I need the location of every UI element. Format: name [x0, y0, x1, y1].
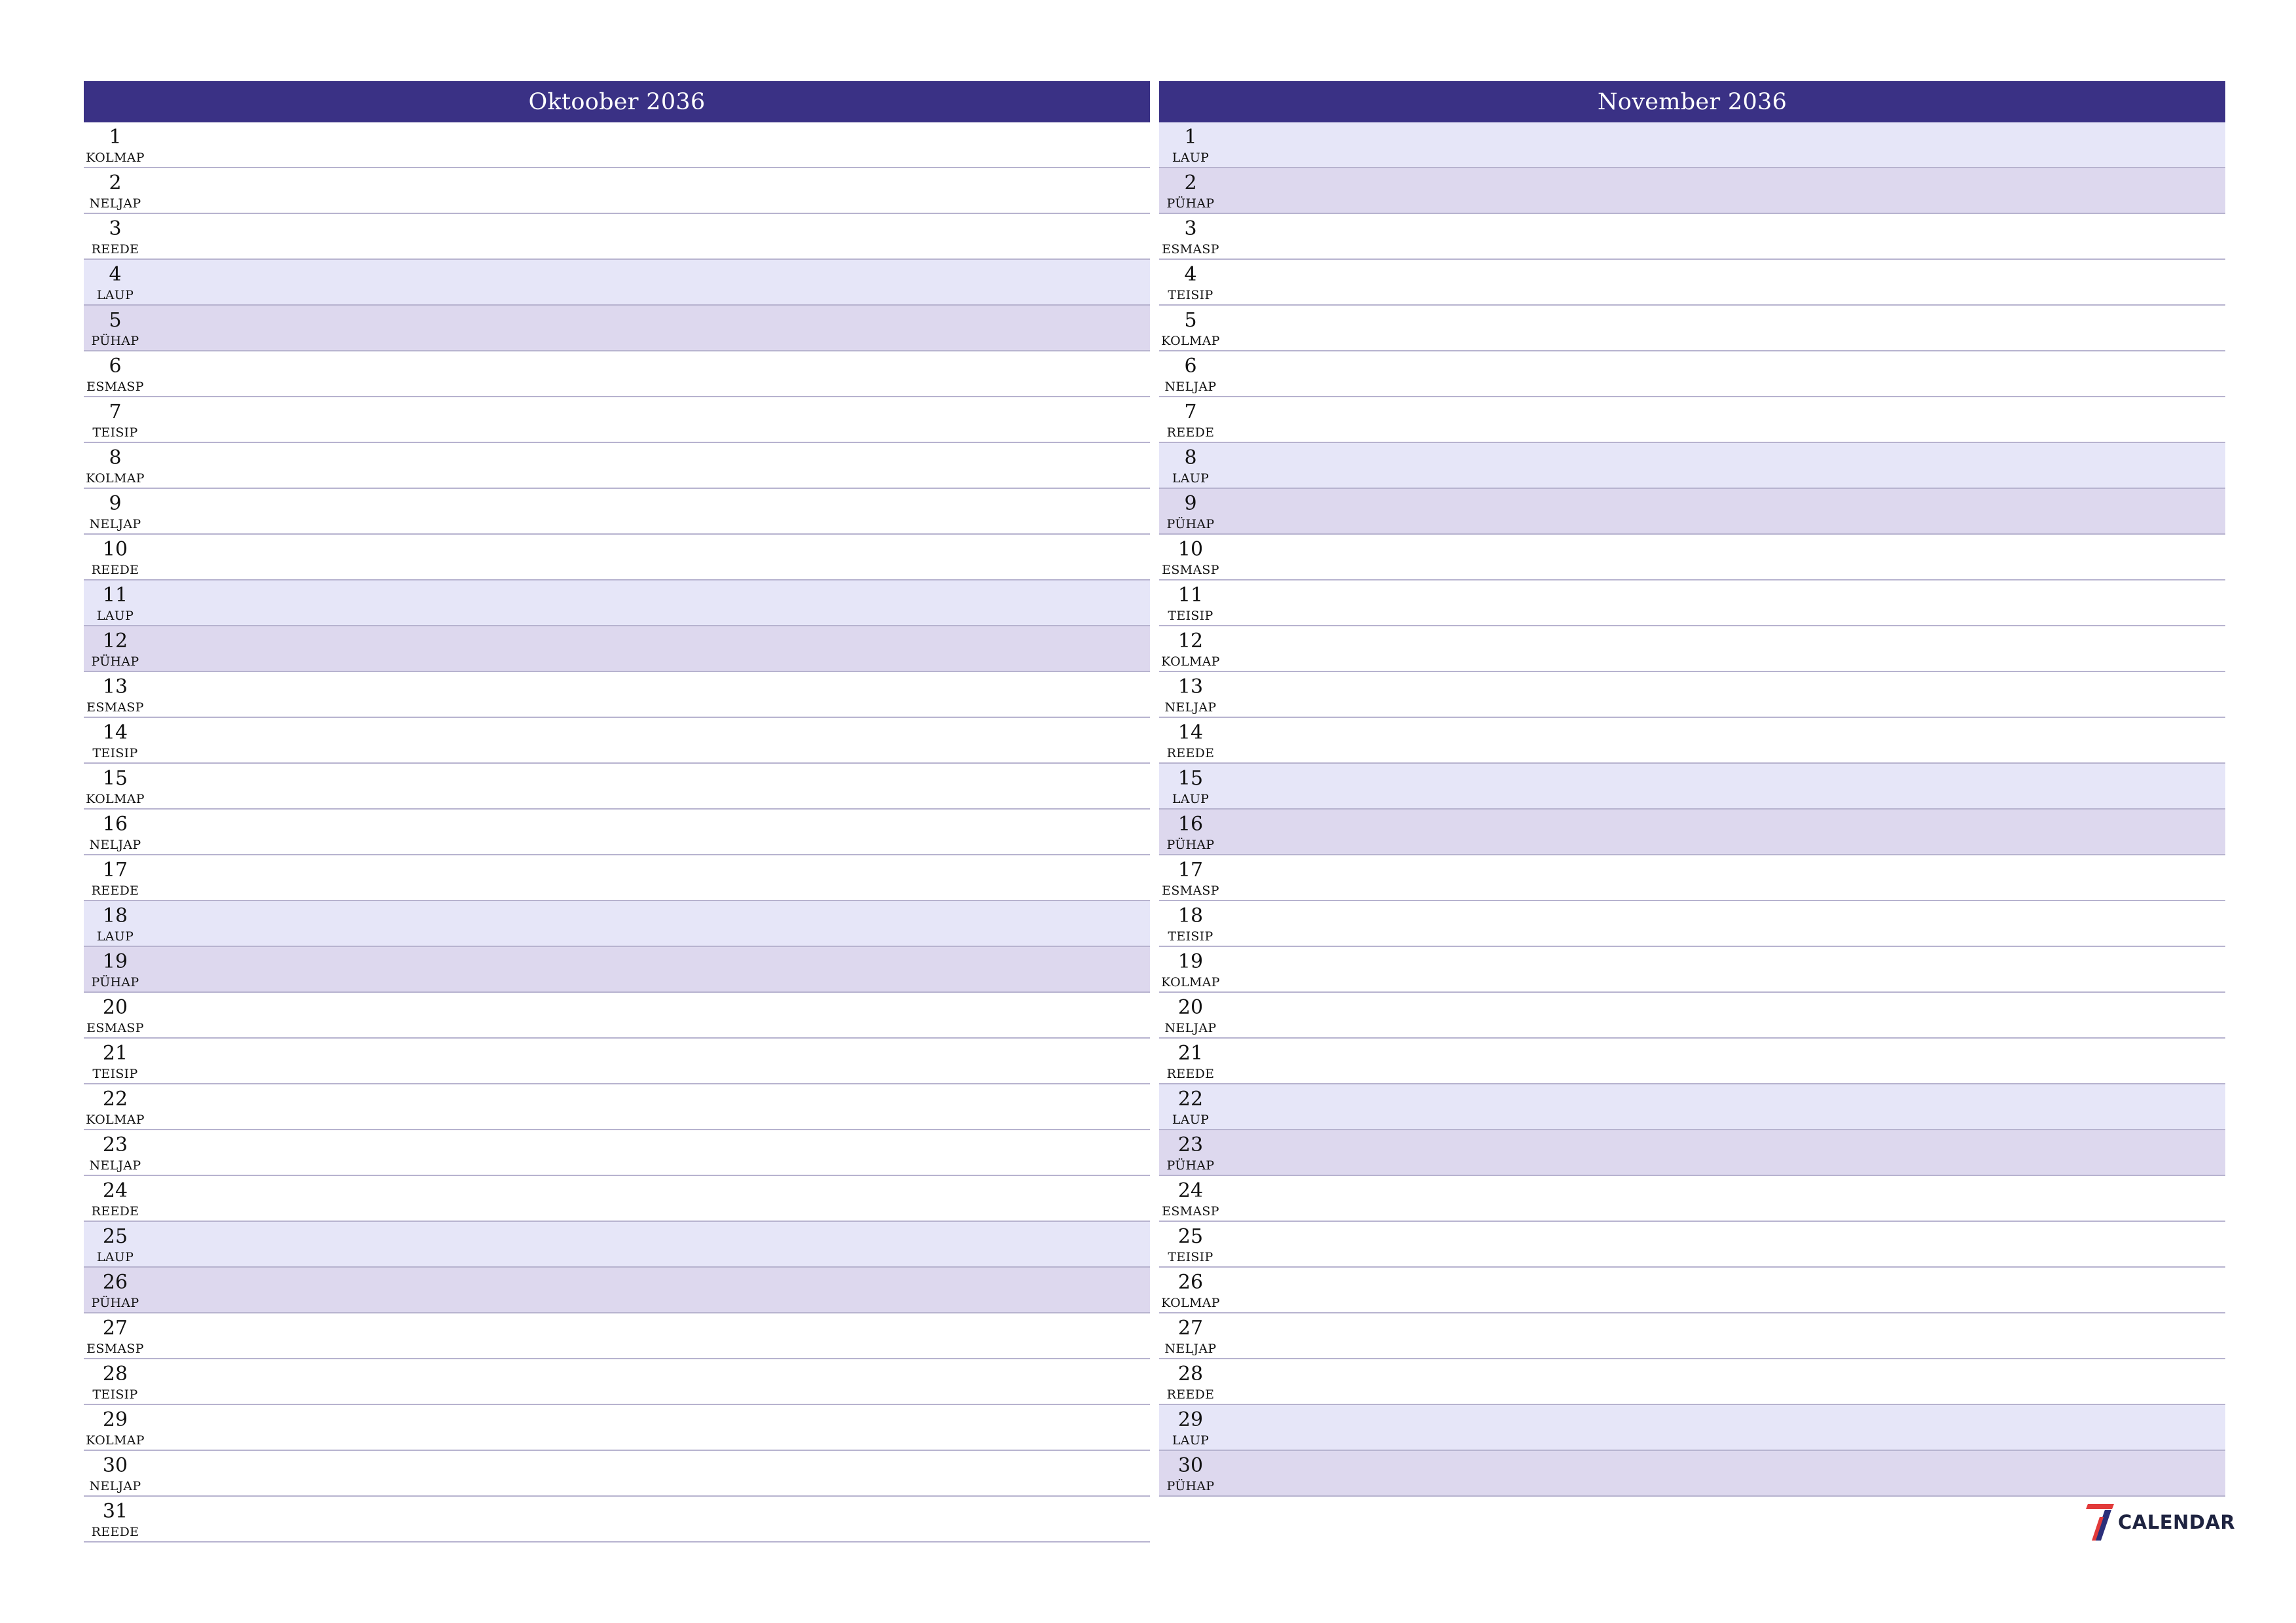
weekday-name: KOLMAP	[86, 151, 145, 165]
day-row[interactable]	[1159, 1268, 2225, 1313]
day-number: 15	[102, 767, 128, 790]
day-row[interactable]	[1159, 122, 2225, 168]
day-number: 21	[102, 1042, 128, 1065]
weekday-name: ESMASP	[1162, 883, 1219, 898]
weekday-name: ESMASP	[1162, 242, 1219, 257]
day-label	[1159, 443, 1222, 488]
day-number: 4	[1184, 263, 1197, 286]
day-label	[1159, 810, 1222, 854]
weekday-name: NELJAP	[1164, 1342, 1217, 1356]
weekday-name: TEISIP	[1168, 288, 1213, 302]
weekday-name: NELJAP	[89, 517, 141, 531]
day-number: 29	[1177, 1408, 1204, 1431]
day-row[interactable]	[1159, 1084, 2225, 1130]
day-row[interactable]	[84, 1222, 1150, 1268]
day-row[interactable]	[1159, 1176, 2225, 1222]
weekday-name: PÜHAP	[91, 654, 139, 669]
day-number: 7	[1184, 401, 1197, 423]
weekday-name: REEDE	[91, 563, 139, 577]
weekday-name: NELJAP	[1164, 1021, 1217, 1035]
day-label	[84, 947, 147, 991]
day-row[interactable]	[84, 810, 1150, 855]
day-number: 15	[1177, 767, 1204, 790]
day-number: 14	[1177, 721, 1204, 744]
day-number: 7	[109, 401, 122, 423]
day-row[interactable]	[1159, 214, 2225, 260]
day-label	[84, 535, 147, 579]
day-number: 17	[1177, 859, 1204, 882]
day-label	[84, 1222, 147, 1266]
day-label	[1159, 855, 1222, 900]
weekday-name: NELJAP	[1164, 700, 1217, 715]
day-label	[1159, 1039, 1222, 1083]
day-number: 23	[1177, 1133, 1204, 1156]
day-row[interactable]	[84, 122, 1150, 168]
weekday-name: ESMASP	[1162, 1204, 1219, 1219]
weekday-name: TEISIP	[92, 1387, 138, 1402]
day-label	[1159, 1176, 1222, 1221]
day-row[interactable]	[1159, 764, 2225, 810]
day-label	[84, 764, 147, 808]
day-number: 10	[102, 538, 128, 561]
weekday-name: LAUP	[96, 288, 134, 302]
day-number: 22	[1177, 1088, 1204, 1111]
day-label	[84, 1039, 147, 1083]
day-row[interactable]	[84, 1130, 1150, 1176]
weekday-name: KOLMAP	[86, 792, 145, 806]
day-row[interactable]	[84, 1451, 1150, 1497]
weekday-name: TEISIP	[92, 746, 138, 760]
day-number: 3	[1184, 217, 1197, 240]
day-row[interactable]	[84, 260, 1150, 306]
weekday-name: REEDE	[1166, 1067, 1215, 1081]
weekday-name: LAUP	[1172, 1113, 1210, 1127]
day-row[interactable]	[84, 580, 1150, 626]
day-label	[1159, 1222, 1222, 1266]
weekday-name: ESMASP	[86, 1342, 144, 1356]
day-row[interactable]	[84, 947, 1150, 993]
day-number: 5	[109, 309, 122, 332]
day-number: 19	[102, 950, 128, 973]
weekday-name: ESMASP	[86, 700, 144, 715]
weekday-name: PÜHAP	[1166, 1479, 1215, 1493]
weekday-name: KOLMAP	[1161, 1296, 1220, 1310]
weekday-name: REEDE	[1166, 1387, 1215, 1402]
day-row[interactable]	[1159, 810, 2225, 855]
month-title: November 2036	[1159, 81, 2225, 122]
weekday-name: REEDE	[1166, 746, 1215, 760]
day-row[interactable]	[84, 993, 1150, 1039]
day-number: 11	[102, 584, 128, 607]
weekday-name: KOLMAP	[1161, 975, 1220, 990]
day-label	[1159, 718, 1222, 762]
day-label	[84, 443, 147, 488]
weekday-name: KOLMAP	[86, 471, 145, 486]
day-label	[1159, 626, 1222, 671]
day-row[interactable]	[84, 1497, 1150, 1543]
day-label	[84, 901, 147, 946]
day-number: 14	[102, 721, 128, 744]
day-number: 31	[102, 1500, 128, 1523]
day-number: 24	[102, 1179, 128, 1202]
day-label	[84, 1451, 147, 1495]
weekday-name: REEDE	[1166, 425, 1215, 440]
day-row[interactable]	[1159, 947, 2225, 993]
weekday-name: REEDE	[91, 883, 139, 898]
day-label	[1159, 535, 1222, 579]
weekday-name: LAUP	[96, 609, 134, 623]
day-row[interactable]	[1159, 1039, 2225, 1084]
day-row[interactable]	[1159, 1313, 2225, 1359]
day-number: 30	[102, 1454, 128, 1477]
day-label	[1159, 397, 1222, 442]
day-row[interactable]	[1159, 397, 2225, 443]
day-label	[84, 168, 147, 213]
day-row[interactable]	[84, 1084, 1150, 1130]
day-label	[84, 626, 147, 671]
day-label	[84, 397, 147, 442]
weekday-name: PÜHAP	[91, 1296, 139, 1310]
day-number: 9	[109, 492, 122, 515]
day-row[interactable]	[1159, 626, 2225, 672]
day-row[interactable]	[84, 1268, 1150, 1313]
weekday-name: PÜHAP	[1166, 838, 1215, 852]
weekday-name: LAUP	[1172, 792, 1210, 806]
day-row[interactable]	[84, 214, 1150, 260]
day-row[interactable]	[84, 489, 1150, 535]
day-row[interactable]	[1159, 535, 2225, 580]
weekday-name: KOLMAP	[1161, 654, 1220, 669]
day-number: 12	[102, 630, 128, 652]
day-number: 6	[109, 355, 122, 378]
day-label	[84, 993, 147, 1037]
day-row[interactable]	[1159, 672, 2225, 718]
day-label	[1159, 1268, 1222, 1312]
day-number: 27	[102, 1317, 128, 1340]
day-label	[84, 855, 147, 900]
day-row[interactable]	[84, 718, 1150, 764]
day-label	[84, 1084, 147, 1129]
weekday-name: LAUP	[96, 1250, 134, 1264]
day-row[interactable]	[1159, 993, 2225, 1039]
day-number: 26	[1177, 1271, 1204, 1294]
weekday-name: KOLMAP	[86, 1433, 145, 1448]
day-row[interactable]	[1159, 855, 2225, 901]
day-row[interactable]	[1159, 351, 2225, 397]
day-label	[84, 1497, 147, 1541]
day-row[interactable]	[1159, 901, 2225, 947]
day-number: 9	[1184, 492, 1197, 515]
day-number: 28	[1177, 1363, 1204, 1385]
day-list	[84, 122, 1150, 1543]
day-number: 10	[1177, 538, 1204, 561]
day-label	[84, 1130, 147, 1175]
day-label	[1159, 1313, 1222, 1358]
day-label	[1159, 580, 1222, 625]
weekday-name: KOLMAP	[1161, 334, 1220, 348]
day-label	[84, 1268, 147, 1312]
weekday-name: TEISIP	[1168, 609, 1213, 623]
day-number: 18	[102, 904, 128, 927]
day-row[interactable]	[84, 672, 1150, 718]
day-label	[1159, 672, 1222, 717]
day-row[interactable]	[84, 1039, 1150, 1084]
day-label	[1159, 764, 1222, 808]
day-number: 29	[102, 1408, 128, 1431]
weekday-name: PÜHAP	[1166, 196, 1215, 211]
day-row[interactable]	[1159, 443, 2225, 489]
day-row[interactable]	[1159, 718, 2225, 764]
brand-name: CALENDAR	[2118, 1511, 2236, 1533]
day-label	[84, 1313, 147, 1358]
day-label	[1159, 489, 1222, 533]
day-number: 6	[1184, 355, 1197, 378]
weekday-name: ESMASP	[86, 1021, 144, 1035]
day-number: 5	[1184, 309, 1197, 332]
day-row[interactable]	[1159, 580, 2225, 626]
weekday-name: PÜHAP	[1166, 1158, 1215, 1173]
day-number: 24	[1177, 1179, 1204, 1202]
day-label	[84, 580, 147, 625]
day-number: 20	[1177, 996, 1204, 1019]
day-label	[84, 122, 147, 167]
day-label	[1159, 306, 1222, 350]
day-row[interactable]	[84, 1176, 1150, 1222]
day-number: 23	[102, 1133, 128, 1156]
day-number: 26	[102, 1271, 128, 1294]
weekday-name: TEISIP	[1168, 1250, 1213, 1264]
day-number: 25	[102, 1225, 128, 1248]
day-label	[1159, 122, 1222, 167]
weekday-name: TEISIP	[1168, 929, 1213, 944]
day-label	[1159, 351, 1222, 396]
day-label	[1159, 214, 1222, 259]
day-number: 12	[1177, 630, 1204, 652]
month-november	[1159, 81, 2225, 1497]
day-number: 3	[109, 217, 122, 240]
weekday-name: LAUP	[1172, 1433, 1210, 1448]
weekday-name: REEDE	[91, 1204, 139, 1219]
day-row[interactable]	[1159, 1359, 2225, 1405]
day-label	[84, 672, 147, 717]
day-number: 2	[109, 171, 122, 194]
day-label	[84, 214, 147, 259]
weekday-name: TEISIP	[92, 1067, 138, 1081]
day-row[interactable]	[1159, 260, 2225, 306]
day-number: 18	[1177, 904, 1204, 927]
weekday-name: ESMASP	[86, 380, 144, 394]
day-row[interactable]	[1159, 1130, 2225, 1176]
weekday-name: PÜHAP	[91, 975, 139, 990]
day-number: 22	[102, 1088, 128, 1111]
day-number: 17	[102, 859, 128, 882]
day-row[interactable]	[1159, 306, 2225, 351]
day-label	[1159, 1451, 1222, 1495]
weekday-name: REEDE	[91, 242, 139, 257]
day-label	[84, 810, 147, 854]
day-row[interactable]	[84, 1313, 1150, 1359]
day-row[interactable]	[84, 1359, 1150, 1405]
day-label	[84, 1176, 147, 1221]
day-number: 1	[109, 126, 122, 149]
day-number: 16	[102, 813, 128, 836]
day-number: 4	[109, 263, 122, 286]
day-row[interactable]	[84, 901, 1150, 947]
day-row[interactable]	[1159, 489, 2225, 535]
day-number: 1	[1184, 126, 1197, 149]
day-label	[84, 260, 147, 304]
day-number: 16	[1177, 813, 1204, 836]
weekday-name: REEDE	[91, 1525, 139, 1539]
day-label	[1159, 1359, 1222, 1404]
day-label	[84, 1405, 147, 1450]
day-row[interactable]	[84, 1405, 1150, 1451]
weekday-name: PÜHAP	[91, 334, 139, 348]
day-row[interactable]	[84, 397, 1150, 443]
day-row[interactable]	[84, 855, 1150, 901]
day-number: 21	[1177, 1042, 1204, 1065]
day-label	[1159, 901, 1222, 946]
day-row[interactable]	[84, 535, 1150, 580]
day-label	[1159, 947, 1222, 991]
weekday-name: NELJAP	[89, 1158, 141, 1173]
day-label	[1159, 1130, 1222, 1175]
weekday-name: LAUP	[96, 929, 134, 944]
weekday-name: ESMASP	[1162, 563, 1219, 577]
seven-logo-icon	[2085, 1504, 2114, 1541]
day-number: 8	[1184, 446, 1197, 469]
day-label	[84, 489, 147, 533]
month-title: Oktoober 2036	[84, 81, 1150, 122]
weekday-name: LAUP	[1172, 471, 1210, 486]
weekday-name: LAUP	[1172, 151, 1210, 165]
day-row[interactable]	[1159, 168, 2225, 214]
day-label	[1159, 260, 1222, 304]
day-label	[1159, 1084, 1222, 1129]
day-number: 2	[1184, 171, 1197, 194]
day-number: 13	[1177, 675, 1204, 698]
day-row[interactable]	[84, 764, 1150, 810]
day-number: 19	[1177, 950, 1204, 973]
weekday-name: NELJAP	[89, 196, 141, 211]
day-number: 11	[1177, 584, 1204, 607]
weekday-name: NELJAP	[89, 1479, 141, 1493]
day-number: 30	[1177, 1454, 1204, 1477]
day-number: 20	[102, 996, 128, 1019]
day-row[interactable]	[84, 168, 1150, 214]
day-number: 25	[1177, 1225, 1204, 1248]
day-row[interactable]	[84, 626, 1150, 672]
day-row[interactable]	[84, 351, 1150, 397]
day-label	[1159, 1405, 1222, 1450]
weekday-name: TEISIP	[92, 425, 138, 440]
month-october	[84, 81, 1150, 1543]
day-label	[84, 718, 147, 762]
day-row[interactable]	[84, 306, 1150, 351]
day-row[interactable]	[1159, 1451, 2225, 1497]
day-row[interactable]	[1159, 1405, 2225, 1451]
day-row[interactable]	[84, 443, 1150, 489]
day-number: 8	[109, 446, 122, 469]
weekday-name: PÜHAP	[1166, 517, 1215, 531]
brand-logo[interactable]	[2085, 1504, 2235, 1541]
day-number: 27	[1177, 1317, 1204, 1340]
day-label	[84, 351, 147, 396]
day-row[interactable]	[1159, 1222, 2225, 1268]
day-number: 28	[102, 1363, 128, 1385]
day-label	[84, 1359, 147, 1404]
day-number: 13	[102, 675, 128, 698]
weekday-name: NELJAP	[89, 838, 141, 852]
day-label	[1159, 168, 1222, 213]
day-label	[1159, 993, 1222, 1037]
weekday-name: KOLMAP	[86, 1113, 145, 1127]
day-list	[1159, 122, 2225, 1497]
day-label	[84, 306, 147, 350]
weekday-name: NELJAP	[1164, 380, 1217, 394]
